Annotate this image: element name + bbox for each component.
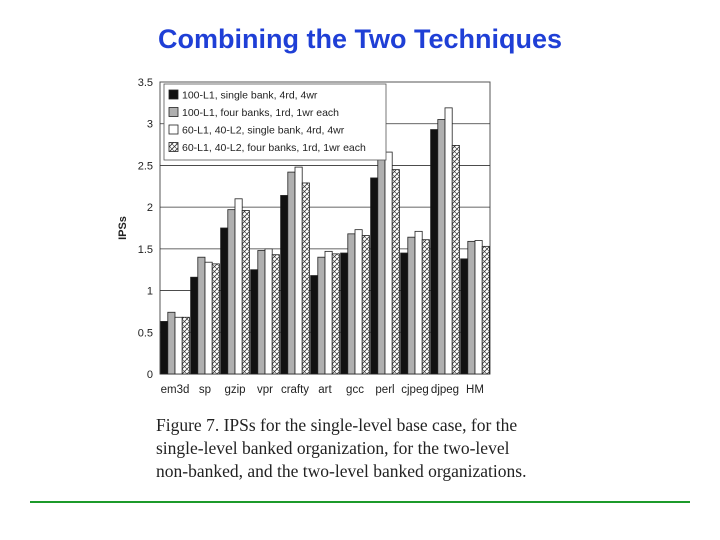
x-tick-label: vpr <box>257 384 273 396</box>
x-tick-label: crafty <box>280 384 310 396</box>
bar-vpr-series-2 <box>258 251 265 374</box>
bar-cjpeg-series-1 <box>401 253 408 374</box>
bar-cjpeg-series-3 <box>415 231 422 374</box>
bar-art-series-1 <box>311 276 318 374</box>
bar-cjpeg-series-2 <box>408 237 415 374</box>
bar-crafty-series-1 <box>281 195 288 374</box>
x-tick-label: HM <box>466 384 484 396</box>
x-tick-label: cjpeg <box>401 384 429 396</box>
bar-gcc-series-4 <box>362 236 369 374</box>
bar-cjpeg-series-4 <box>422 240 429 374</box>
bar-em3d-series-3 <box>175 317 182 374</box>
bar-crafty-series-2 <box>288 172 295 374</box>
bar-em3d-series-2 <box>168 312 175 374</box>
bar-gcc-series-1 <box>341 253 348 374</box>
legend-label-1: 100-L1, single bank, 4rd, 4wr <box>182 89 318 102</box>
legend-swatch-1 <box>169 90 178 99</box>
y-tick-label: 3.5 <box>137 77 153 89</box>
legend-swatch-4 <box>169 143 178 152</box>
x-tick-label: sp <box>198 384 212 396</box>
x-tick-label: art <box>318 384 332 396</box>
y-tick-label: 2 <box>146 202 153 215</box>
bar-djpeg-series-2 <box>438 120 445 374</box>
bar-HM-series-1 <box>461 259 468 374</box>
x-tick-label: djpeg <box>430 384 460 396</box>
bar-vpr-series-1 <box>251 270 258 374</box>
y-tick-label: 1 <box>146 285 153 298</box>
y-tick-label: 1.5 <box>137 243 153 256</box>
y-tick-label: 3 <box>146 118 153 131</box>
bar-gcc-series-3 <box>355 230 362 374</box>
bar-sp-series-4 <box>212 264 219 374</box>
x-tick-label: em3d <box>160 384 190 396</box>
x-tick-label: gcc <box>346 384 364 396</box>
legend-label-3: 60-L1, 40-L2, single bank, 4rd, 4wr <box>182 124 345 137</box>
bar-art-series-2 <box>318 257 325 374</box>
bar-djpeg-series-3 <box>445 108 452 374</box>
bar-HM-series-2 <box>468 241 475 374</box>
bar-djpeg-series-4 <box>452 145 459 374</box>
slide-title: Combining the Two Techniques <box>158 24 562 54</box>
figure-caption <box>156 414 576 483</box>
caption-line-1: Figure 7. IPSs for the single-level base case, for the <box>156 415 518 435</box>
bar-gzip-series-3 <box>235 199 242 374</box>
bar-gzip-series-1 <box>221 228 228 374</box>
bar-crafty-series-3 <box>295 167 302 374</box>
chart-legend <box>164 84 386 160</box>
legend-label-4: 60-L1, 40-L2, four banks, 1rd, 1wr each <box>182 142 366 154</box>
bar-HM-series-4 <box>482 246 489 374</box>
bar-gzip-series-2 <box>228 210 235 374</box>
bar-gcc-series-2 <box>348 234 355 374</box>
ips-bar-chart <box>112 74 492 404</box>
legend-swatch-3 <box>169 125 178 134</box>
y-tick-label: 0.5 <box>137 327 153 340</box>
legend-label-2: 100-L1, four banks, 1rd, 1wr each <box>182 107 340 119</box>
bar-perl-series-4 <box>392 170 399 374</box>
bar-em3d-series-4 <box>182 317 189 374</box>
footer-divider <box>30 501 690 503</box>
caption-line-2: single-level banked organization, for the two-level <box>156 438 510 458</box>
bar-sp-series-1 <box>191 277 198 374</box>
bar-perl-series-1 <box>371 178 378 374</box>
caption-line-3: non-banked, and the two-level banked organizations. <box>156 461 527 481</box>
bar-vpr-series-3 <box>265 249 272 374</box>
bar-vpr-series-4 <box>272 255 279 374</box>
legend-swatch-2 <box>169 108 178 117</box>
bar-art-series-4 <box>332 254 339 374</box>
x-tick-label: gzip <box>224 384 246 396</box>
bar-em3d-series-1 <box>161 321 168 374</box>
y-axis-label: IPSs <box>117 216 129 240</box>
bar-art-series-3 <box>325 251 332 374</box>
bar-gzip-series-4 <box>242 210 249 374</box>
bar-crafty-series-4 <box>302 183 309 374</box>
bar-HM-series-3 <box>475 241 482 374</box>
y-tick-label: 0 <box>146 369 153 381</box>
bar-djpeg-series-1 <box>431 130 438 374</box>
y-tick-label: 2.5 <box>137 160 153 173</box>
bar-sp-series-2 <box>198 257 205 374</box>
bar-perl-series-2 <box>378 156 385 374</box>
bar-perl-series-3 <box>385 152 392 374</box>
bar-sp-series-3 <box>205 262 212 374</box>
x-tick-label: perl <box>375 384 395 396</box>
